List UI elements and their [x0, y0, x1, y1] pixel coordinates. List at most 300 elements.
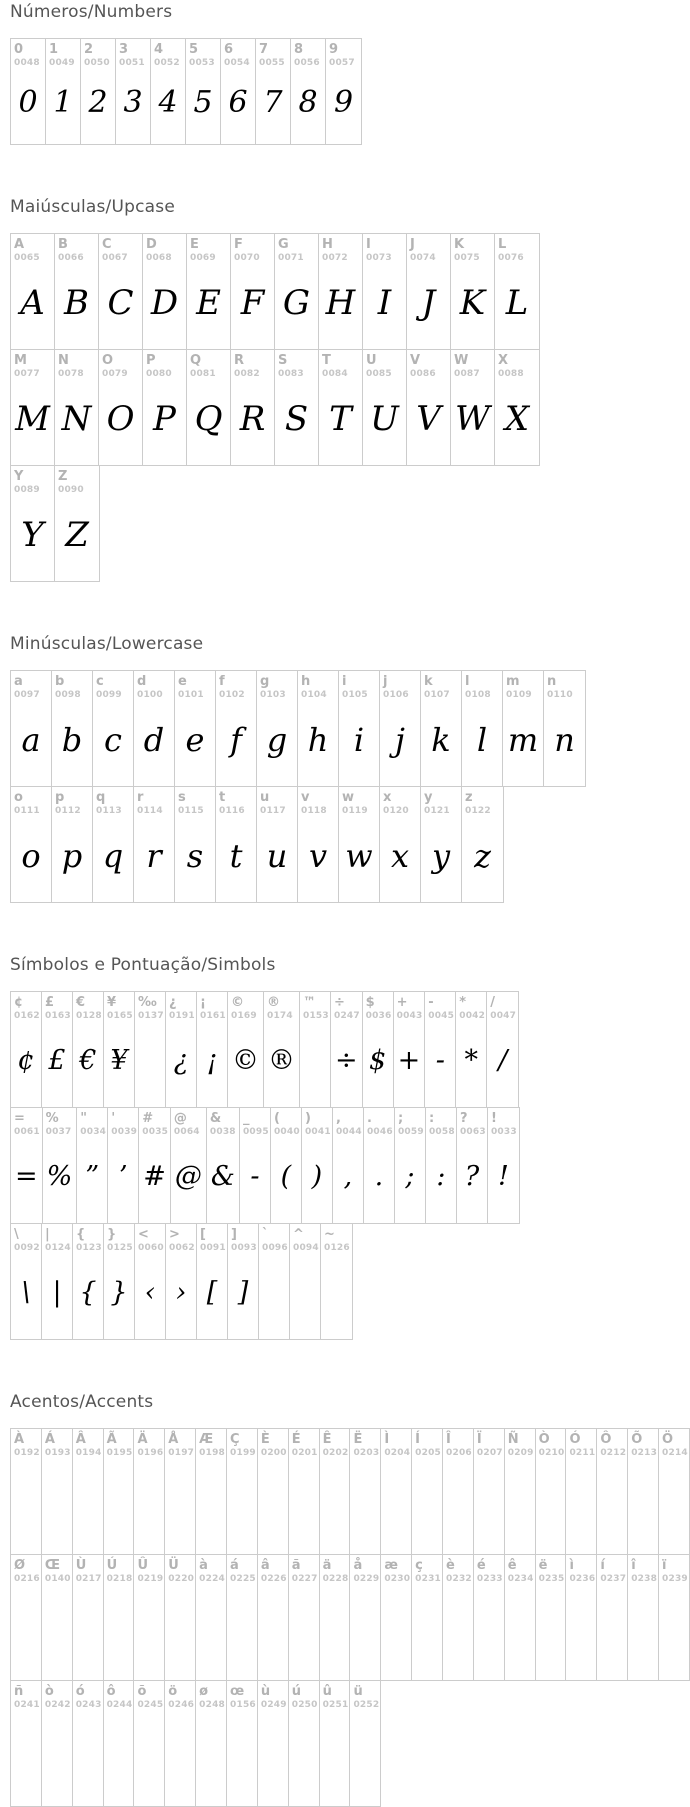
glyph-preview: [196, 1459, 226, 1554]
glyph-cell: [11, 992, 42, 1107]
unicode-code: 0238: [631, 1574, 658, 1584]
glyph-preview: +: [397, 1045, 421, 1076]
glyph-preview: ›: [175, 1277, 187, 1308]
character-label: T: [322, 353, 331, 368]
unicode-code: 0043: [396, 1011, 423, 1021]
glyph-preview: [227, 1711, 257, 1806]
glyph-cell: [505, 1429, 536, 1554]
glyph-preview: [165, 1459, 195, 1554]
glyph-preview: [165, 1711, 195, 1806]
unicode-code: 0064: [173, 1127, 200, 1137]
glyph-cell: [46, 39, 81, 144]
unicode-code: 0087: [454, 369, 480, 379]
character-label: Ë: [353, 1432, 363, 1447]
glyph-preview: [412, 1459, 442, 1554]
unicode-code: 0236: [569, 1574, 596, 1584]
character-label: ‰: [138, 995, 157, 1010]
unicode-code: 0228: [322, 1574, 349, 1584]
unicode-code: 0217: [75, 1574, 102, 1584]
glyph-cell: [597, 1555, 628, 1680]
character-label: Û: [137, 1558, 148, 1573]
glyph-preview: [42, 1711, 72, 1806]
glyph-preview: -: [435, 1045, 445, 1076]
glyph-preview: [134, 1585, 164, 1680]
unicode-code: 0165: [107, 1011, 133, 1021]
character-label: P: [146, 353, 156, 368]
glyph-preview: F: [240, 282, 265, 323]
glyph-cell: [412, 1555, 443, 1680]
glyph-cell: [505, 1555, 536, 1680]
character-label: í: [600, 1558, 605, 1573]
glyph-cell: [407, 234, 451, 349]
character-label: V: [410, 353, 421, 368]
unicode-code: 0237: [600, 1574, 627, 1584]
glyph-cell: [363, 992, 394, 1107]
unicode-code: 0047: [490, 1011, 517, 1021]
glyph-cell: [197, 992, 228, 1107]
unicode-code: 0106: [383, 690, 409, 700]
glyph-preview: !: [498, 1161, 509, 1192]
glyph-preview: g: [266, 720, 288, 759]
glyph-preview: P: [153, 398, 176, 439]
unicode-code: 0213: [631, 1448, 658, 1458]
unicode-code: 0037: [45, 1127, 72, 1137]
character-label: ®: [267, 995, 280, 1010]
character-label: h: [301, 674, 311, 689]
glyph-preview: [227, 1459, 257, 1554]
unicode-code: 0068: [146, 253, 172, 263]
character-label: ¡: [200, 995, 206, 1010]
character-label: Ù: [75, 1558, 87, 1573]
unicode-code: 0049: [49, 58, 75, 68]
character-label: 8: [294, 42, 304, 57]
glyph-preview: n: [554, 720, 575, 759]
unicode-code: 0052: [154, 58, 180, 68]
unicode-code: 0044: [335, 1127, 362, 1137]
charmap-row: [10, 1223, 353, 1340]
character-label: C: [102, 237, 112, 252]
character-label: ô: [106, 1684, 116, 1699]
glyph-cell: [227, 1681, 258, 1806]
unicode-code: 0115: [178, 806, 204, 816]
character-label: s: [178, 790, 186, 805]
glyph-cell: [321, 1224, 352, 1339]
unicode-code: 0161: [200, 1011, 226, 1021]
charmap-section-lowercase: [10, 634, 661, 903]
glyph-cell: [134, 787, 175, 902]
unicode-code: 0102: [219, 690, 245, 700]
glyph-cell: [116, 39, 151, 144]
unicode-code: 0121: [424, 806, 450, 816]
glyph-cell: [134, 1555, 165, 1680]
glyph-preview: 6: [228, 85, 248, 120]
unicode-code: 0078: [58, 369, 84, 379]
character-label: <: [138, 1227, 149, 1242]
glyph-preview: ¿: [173, 1045, 189, 1076]
charmap-table: [10, 233, 540, 582]
unicode-code: 0066: [58, 253, 84, 263]
section-title: Símbolos e Pontuação/Simbols: [10, 955, 276, 975]
character-label: q: [96, 790, 106, 805]
character-label: Ñ: [507, 1432, 519, 1447]
glyph-preview: a: [21, 720, 41, 759]
glyph-cell: [474, 1429, 505, 1554]
glyph-cell: [290, 1224, 321, 1339]
glyph-cell: [257, 787, 298, 902]
glyph-preview: [11, 1711, 41, 1806]
glyph-preview: ;: [405, 1161, 415, 1192]
glyph-cell: [187, 234, 231, 349]
glyph-cell: [259, 1224, 290, 1339]
unicode-code: 0207: [476, 1448, 503, 1458]
glyph-cell: [503, 671, 544, 786]
character-label: A: [14, 237, 25, 252]
glyph-preview: o: [21, 836, 41, 875]
glyph-cell: [364, 1108, 395, 1223]
character-label: W: [454, 353, 469, 368]
glyph-preview: ÷: [335, 1045, 358, 1076]
character-label: Ê: [322, 1432, 332, 1447]
glyph-cell: [207, 1108, 240, 1223]
character-label: Ô: [600, 1432, 612, 1447]
character-label: ó: [75, 1684, 85, 1699]
character-label: Ï: [476, 1432, 482, 1447]
unicode-code: 0153: [303, 1011, 329, 1021]
character-label: õ: [137, 1684, 147, 1699]
character-label: â: [260, 1558, 270, 1573]
glyph-preview: [320, 1585, 350, 1680]
unicode-code: 0243: [75, 1700, 102, 1710]
charmap-table: [10, 670, 586, 903]
glyph-cell: [108, 1108, 139, 1223]
glyph-cell: [166, 1224, 197, 1339]
unicode-code: 0117: [260, 806, 286, 816]
glyph-preview: y: [431, 836, 451, 875]
glyph-preview: [289, 1459, 319, 1554]
glyph-preview: €: [79, 1045, 97, 1076]
glyph-preview: [73, 1459, 103, 1554]
unicode-code: 0241: [14, 1700, 40, 1710]
glyph-cell: [104, 1429, 135, 1554]
charmap-section-symbols: [10, 955, 661, 1340]
glyph-cell: [11, 1681, 42, 1806]
character-label: Ì: [384, 1432, 390, 1447]
unicode-code: 0156: [230, 1700, 256, 1710]
glyph-preview: [73, 1585, 103, 1680]
glyph-preview: [628, 1585, 658, 1680]
unicode-code: 0092: [14, 1243, 40, 1253]
glyph-preview: U: [370, 398, 399, 439]
unicode-code: 0128: [76, 1011, 102, 1021]
glyph-cell: [536, 1555, 567, 1680]
glyph-preview: i: [353, 720, 365, 759]
unicode-code: 0057: [329, 58, 355, 68]
glyph-preview: [259, 1254, 289, 1339]
unicode-code: 0120: [383, 806, 409, 816]
character-label: ê: [507, 1558, 517, 1573]
glyph-cell: [73, 1429, 104, 1554]
charmap-section-uppercase: [10, 197, 661, 582]
glyph-cell: [104, 992, 135, 1107]
unicode-code: 0250: [291, 1700, 318, 1710]
glyph-preview: 1: [53, 85, 73, 120]
glyph-preview: ®: [268, 1045, 295, 1076]
character-label: =: [14, 1111, 25, 1126]
unicode-code: 0242: [44, 1700, 71, 1710]
glyph-preview: [566, 1459, 596, 1554]
character-label: H: [322, 237, 333, 252]
glyph-cell: [298, 787, 339, 902]
character-label: v: [301, 790, 310, 805]
unicode-code: 0193: [44, 1448, 71, 1458]
character-label: d: [137, 674, 147, 689]
character-label: Y: [14, 469, 24, 484]
unicode-code: 0216: [14, 1574, 40, 1584]
character-label: a: [14, 674, 23, 689]
glyph-cell: [289, 1429, 320, 1554]
glyph-preview: [42, 1459, 72, 1554]
glyph-cell: [73, 1224, 104, 1339]
glyph-cell: [143, 234, 187, 349]
unicode-code: 0083: [278, 369, 304, 379]
glyph-cell: [93, 787, 134, 902]
glyph-preview: p: [61, 836, 83, 875]
unicode-code: 0248: [199, 1700, 226, 1710]
glyph-preview: ?: [464, 1161, 480, 1192]
unicode-code: 0091: [200, 1243, 226, 1253]
glyph-cell: [544, 671, 585, 786]
character-label: ä: [322, 1558, 332, 1573]
unicode-code: 0065: [14, 253, 40, 263]
glyph-preview: [474, 1585, 504, 1680]
character-label: ø: [199, 1684, 209, 1699]
glyph-cell: [289, 1555, 320, 1680]
glyph-preview: ‹: [144, 1277, 156, 1308]
unicode-code: 0110: [547, 690, 573, 700]
glyph-cell: [456, 992, 487, 1107]
glyph-preview: E: [196, 282, 221, 323]
character-label: ç: [415, 1558, 423, 1573]
glyph-cell: [165, 1429, 196, 1554]
unicode-code: 0203: [353, 1448, 380, 1458]
character-label: +: [396, 995, 408, 1010]
charmap-table: [10, 991, 520, 1340]
character-label: p: [55, 790, 65, 805]
glyph-cell: [52, 671, 93, 786]
unicode-code: 0058: [428, 1127, 455, 1137]
glyph-preview: #: [143, 1161, 166, 1192]
character-label: ö: [168, 1684, 178, 1699]
glyph-preview: C: [107, 282, 134, 323]
glyph-cell: [197, 1224, 228, 1339]
charmap-row: [10, 670, 586, 787]
unicode-code: 0089: [14, 485, 40, 495]
character-label: Ú: [106, 1558, 118, 1573]
glyph-cell: [333, 1108, 364, 1223]
glyph-cell: [451, 350, 495, 465]
glyph-cell: [186, 39, 221, 144]
charmap-section-accents: [10, 1392, 688, 1807]
unicode-code: 0191: [169, 1011, 195, 1021]
glyph-preview: w: [345, 836, 373, 875]
glyph-cell: [196, 1681, 227, 1806]
glyph-cell: [264, 992, 300, 1107]
glyph-preview: [196, 1585, 226, 1680]
character-label: ': [111, 1111, 116, 1126]
character-label: ™: [303, 995, 316, 1010]
unicode-code: 0063: [459, 1127, 486, 1137]
glyph-cell: [175, 787, 216, 902]
unicode-code: 0210: [538, 1448, 565, 1458]
character-label: f: [219, 674, 225, 689]
glyph-cell: [187, 350, 231, 465]
character-label: Ö: [662, 1432, 674, 1447]
unicode-code: 0227: [291, 1574, 318, 1584]
glyph-cell: [394, 992, 426, 1107]
character-label: Å: [168, 1432, 179, 1447]
unicode-code: 0045: [428, 1011, 455, 1021]
glyph-cell: [487, 992, 518, 1107]
glyph-cell: [363, 234, 407, 349]
charmap-row: [10, 1680, 381, 1807]
glyph-cell: [139, 1108, 171, 1223]
glyph-cell: [256, 39, 291, 144]
glyph-cell: [395, 1108, 426, 1223]
character-label: \: [14, 1227, 19, 1242]
glyph-cell: [134, 1681, 165, 1806]
character-label: ¢: [14, 995, 24, 1010]
character-label: u: [260, 790, 270, 805]
unicode-code: 0096: [262, 1243, 288, 1253]
glyph-preview: [104, 1711, 134, 1806]
glyph-preview: [135, 1022, 165, 1107]
glyph-cell: [319, 234, 363, 349]
unicode-code: 0209: [507, 1448, 534, 1458]
unicode-code: 0061: [14, 1127, 40, 1137]
glyph-preview: \: [21, 1277, 31, 1308]
glyph-preview: ): [311, 1161, 323, 1192]
glyph-preview: [320, 1711, 350, 1806]
character-label: $: [365, 995, 375, 1010]
glyph-cell: [474, 1555, 505, 1680]
glyph-cell: [77, 1108, 108, 1223]
unicode-code: 0041: [304, 1127, 331, 1137]
character-label: b: [55, 674, 65, 689]
unicode-code: 0113: [96, 806, 122, 816]
glyph-cell: [11, 466, 55, 581]
character-label: Ø: [14, 1558, 26, 1573]
unicode-code: 0196: [137, 1448, 164, 1458]
charmap-section-numbers: [10, 2, 661, 145]
character-label: /: [490, 995, 495, 1010]
glyph-cell: [93, 671, 134, 786]
glyph-preview: L: [505, 282, 529, 323]
unicode-code: 0198: [199, 1448, 226, 1458]
glyph-preview: Q: [194, 398, 223, 439]
glyph-preview: [258, 1585, 288, 1680]
glyph-cell: [240, 1108, 271, 1223]
charmap-row: [10, 38, 362, 145]
character-label: m: [506, 674, 520, 689]
character-label: 3: [119, 42, 129, 57]
charmap-row: [10, 349, 540, 466]
character-label: U: [366, 353, 377, 368]
glyph-preview: b: [61, 720, 83, 759]
unicode-code: 0112: [55, 806, 81, 816]
glyph-preview: l: [476, 720, 488, 759]
glyph-cell: [73, 992, 104, 1107]
unicode-code: 0247: [334, 1011, 360, 1021]
character-label: ¿: [169, 995, 177, 1010]
glyph-preview: m: [507, 720, 539, 759]
glyph-cell: [42, 992, 73, 1107]
character-label: M: [14, 353, 27, 368]
character-label: Ò: [538, 1432, 550, 1447]
unicode-code: 0233: [476, 1574, 503, 1584]
unicode-code: 0124: [45, 1243, 71, 1253]
glyph-cell: [165, 1681, 196, 1806]
unicode-code: 0219: [137, 1574, 164, 1584]
glyph-preview: [505, 1459, 535, 1554]
glyph-cell: [426, 1108, 457, 1223]
character-label: é: [476, 1558, 486, 1573]
character-label: x: [383, 790, 392, 805]
unicode-code: 0071: [278, 253, 304, 263]
unicode-code: 0226: [260, 1574, 287, 1584]
glyph-preview: [536, 1459, 566, 1554]
unicode-code: 0067: [102, 253, 128, 263]
unicode-code: 0225: [230, 1574, 256, 1584]
glyph-cell: [166, 992, 197, 1107]
glyph-cell: [11, 39, 46, 144]
character-label: Ä: [137, 1432, 148, 1447]
glyph-cell: [495, 234, 539, 349]
character-label: 4: [154, 42, 164, 57]
unicode-code: 0038: [209, 1127, 236, 1137]
character-label: Q: [190, 353, 202, 368]
character-label: æ: [384, 1558, 398, 1573]
glyph-cell: [11, 350, 55, 465]
glyph-cell: [55, 234, 99, 349]
glyph-preview: [597, 1459, 627, 1554]
charmap-row: [10, 991, 519, 1108]
unicode-code: 0050: [84, 58, 110, 68]
unicode-code: 0230: [384, 1574, 411, 1584]
unicode-code: 0059: [397, 1127, 424, 1137]
unicode-code: 0104: [301, 690, 327, 700]
glyph-preview: [42, 1585, 72, 1680]
unicode-code: 0103: [260, 690, 286, 700]
glyph-preview: [134, 1711, 164, 1806]
character-label: Ó: [569, 1432, 581, 1447]
glyph-cell: [271, 1108, 302, 1223]
unicode-code: 0251: [322, 1700, 349, 1710]
unicode-code: 0070: [234, 253, 260, 263]
glyph-cell: [73, 1681, 104, 1806]
character-label: Œ: [44, 1558, 61, 1573]
unicode-code: 0088: [498, 369, 524, 379]
character-label: l: [465, 674, 470, 689]
glyph-cell: [350, 1681, 380, 1806]
glyph-preview: [258, 1459, 288, 1554]
unicode-code: 0140: [44, 1574, 71, 1584]
unicode-code: 0126: [324, 1243, 350, 1253]
character-label: ^: [293, 1227, 304, 1242]
glyph-preview: Y: [21, 514, 44, 555]
glyph-cell: [165, 1555, 196, 1680]
glyph-preview: V: [416, 398, 441, 439]
glyph-preview: [196, 1711, 226, 1806]
